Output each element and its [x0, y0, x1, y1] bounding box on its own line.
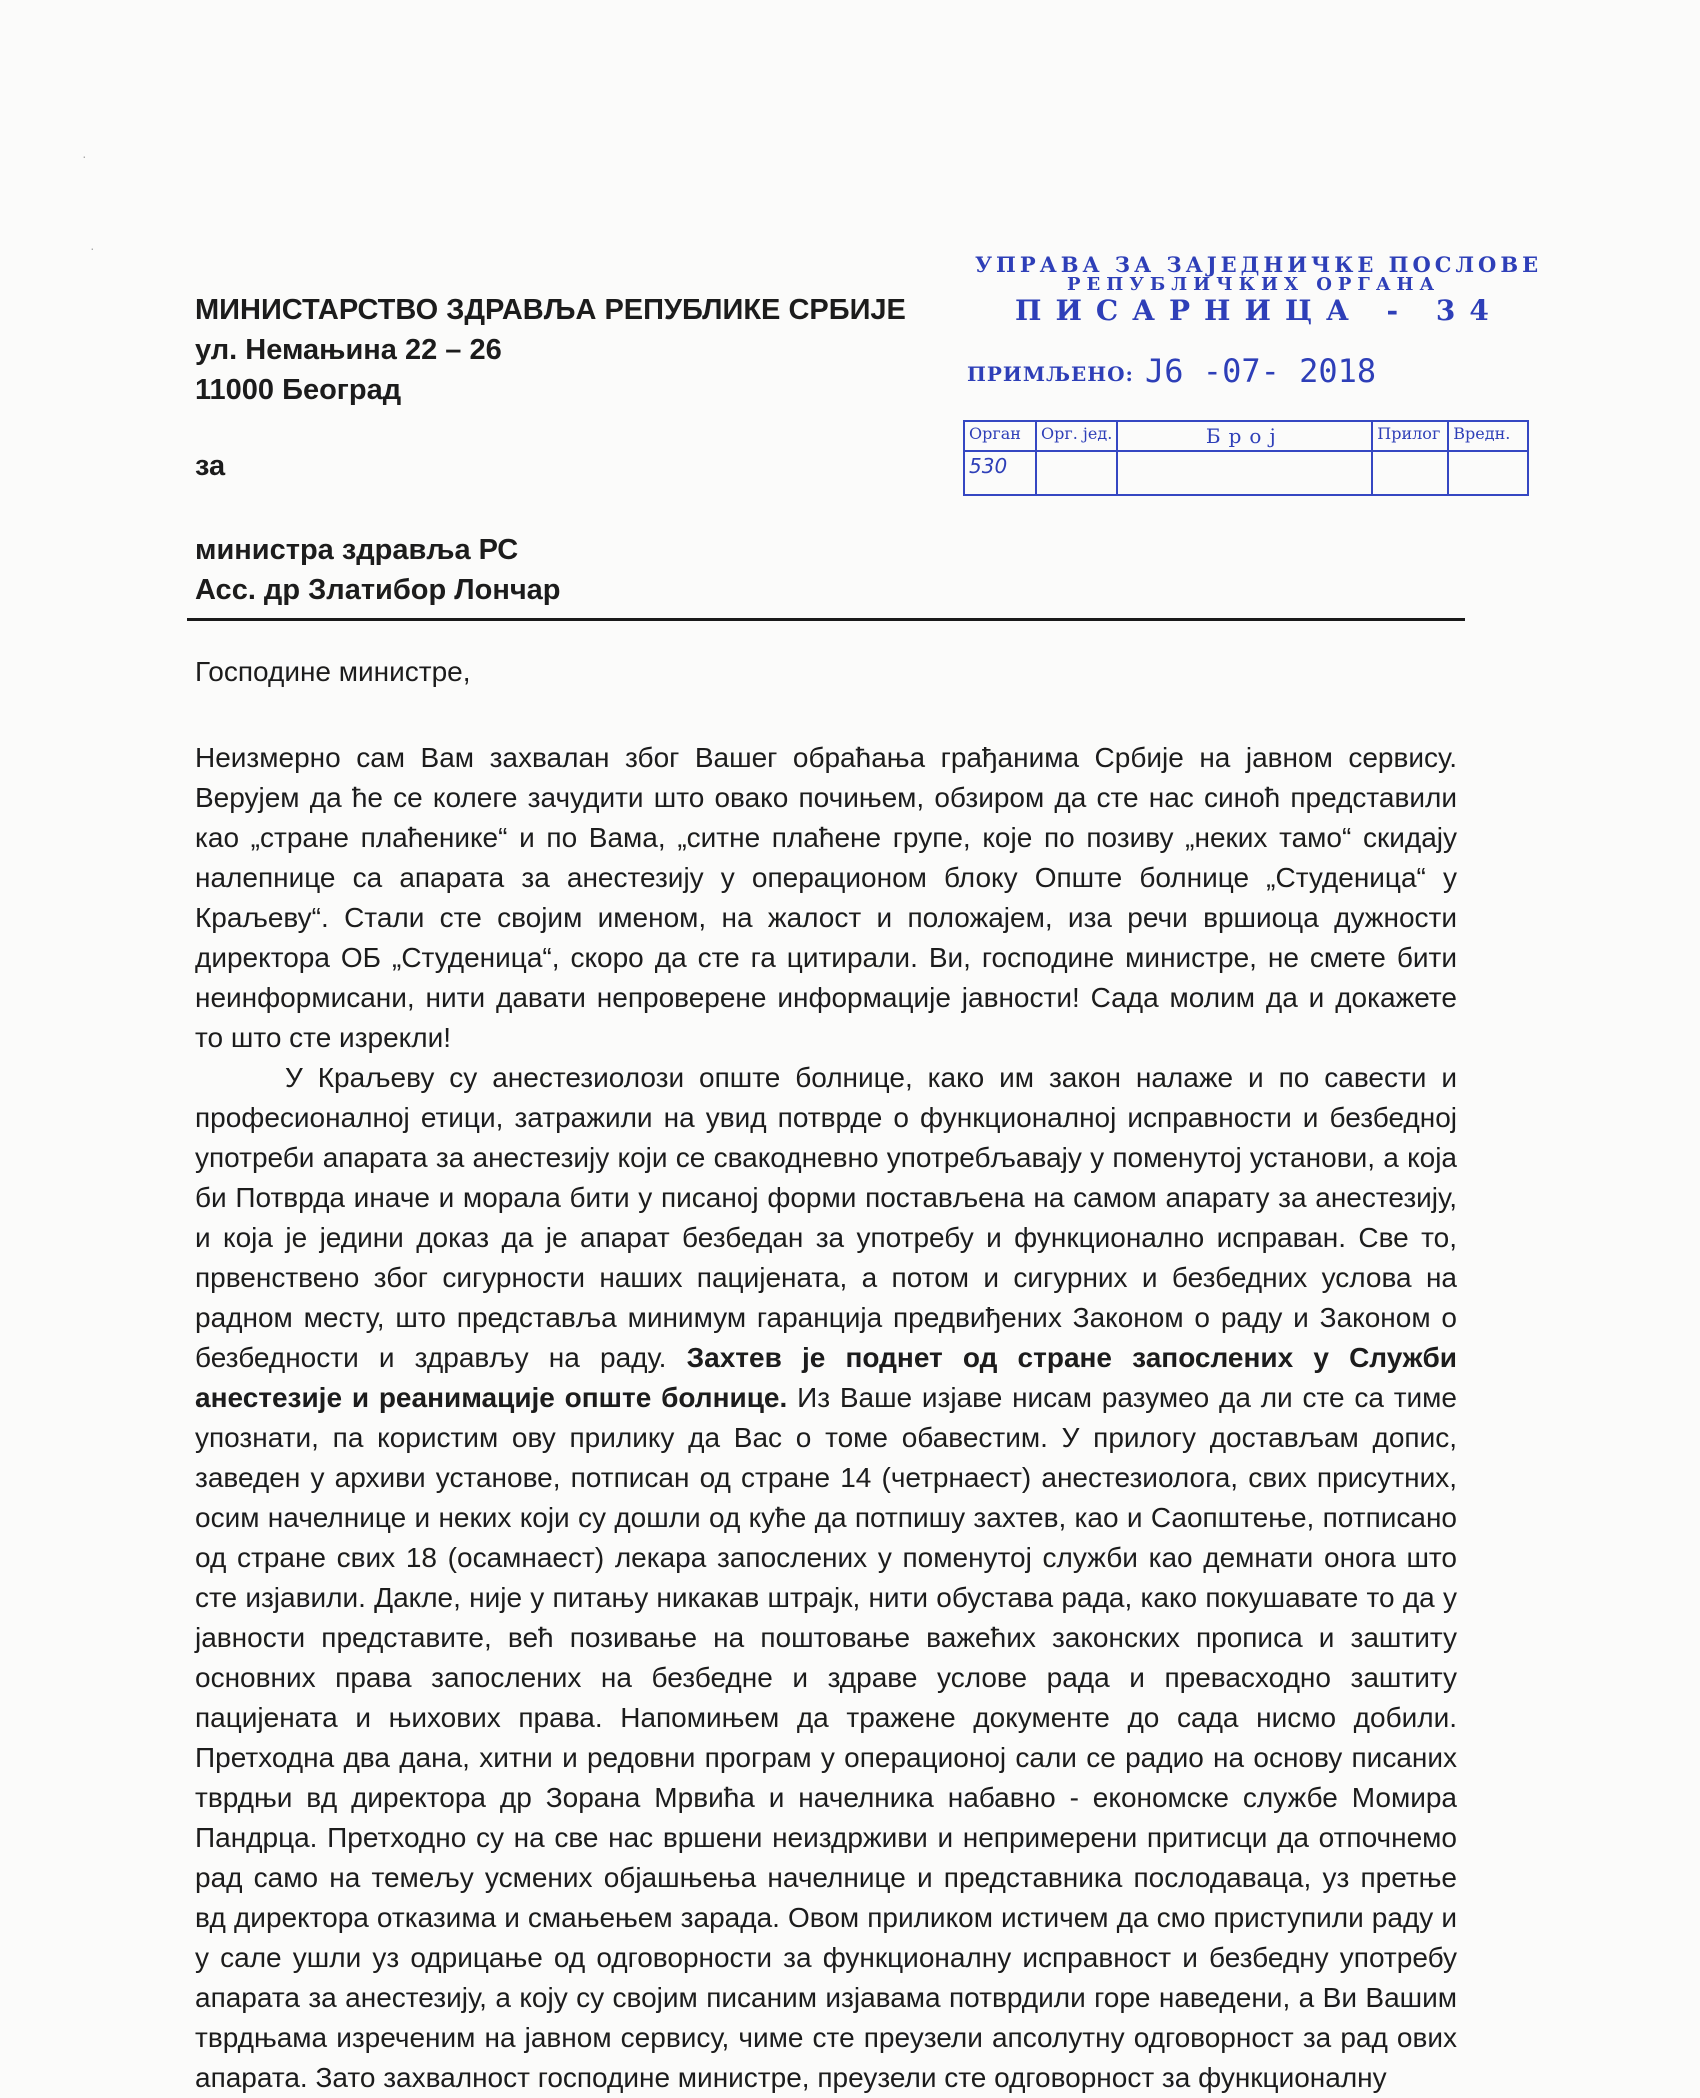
stamp-col-number: Број	[1117, 421, 1372, 451]
sender-street: ул. Немањина 22 – 26	[195, 334, 502, 366]
stamp-col-value: Вредн.	[1448, 421, 1528, 451]
recipient-name: Асс. др Златибор Лончар	[195, 574, 561, 606]
scan-speck: ·	[82, 148, 87, 164]
stamp-organ-value: 530	[969, 454, 1008, 478]
stamp-line-1: УПРАВА ЗА ЗАЈЕДНИЧКЕ ПОСЛОВЕ	[975, 252, 1543, 277]
stamp-line-3: ПИСАРНИЦА - 34	[1015, 294, 1503, 327]
greeting: Господине министре,	[195, 656, 471, 687]
for-label: за	[195, 450, 226, 482]
sender-name: МИНИСТАРСТВО ЗДРАВЉА РЕПУБЛИКЕ СРБИЈЕ	[195, 294, 906, 326]
stamp-col-attachment: Прилог	[1372, 421, 1448, 451]
header-divider	[187, 618, 1465, 621]
stamp-table	[963, 420, 1529, 496]
paragraph-2	[195, 1058, 1457, 2098]
paragraph-1: Неизмерно сам Вам захвалан због Вашег обраћања грађанима Србије на јавном сервису. Верујем да ће се колеге зачудити што овако почињем, обзиром да сте нас синоћ представили као „стране плаћенике“ и по Вама, „ситне плаћене групе, које по позиву „неких тамо“ скидају налепнице са апарата за анестезију у операционом блоку Опште болнице „Студеница“ у Краљеву“. Стали сте својим именом, на жалост и положајем, иза речи вршиоца дужности директора ОБ „Студеница“, скоро да сте га цитирали. Ви, господине министре, не смете бити неинформисани, нити давати непроверене информације јавности! Сада молим да и докажете то што сте изрекли!	[195, 742, 1457, 1053]
stamp-received-date: Ј6 -07- 2018	[1145, 352, 1377, 390]
sender-address	[195, 290, 906, 410]
recipient-title: министра здравља РС	[195, 534, 519, 566]
stamp-col-organ: Орган	[964, 421, 1036, 451]
stamp-received-label: ПРИМЉЕНО:	[967, 362, 1134, 386]
paragraph-2-part-1: У Краљеву су анестезиолози опште болнице, како им закон налаже и по савести и професионалној етици, затражили на увид потврде о функционалној исправности и безбедној употреби апарата за анестезију који се свакодневно употребљавају у поменутој установи, а која би Потврда иначе и морала бити у писаној форми постављена на самом апарату за анестезију, и која је једини доказ да је апарат безбедан за употребу и функционално исправан. Све то, првенствено због сигурности наших пацијената, а потом и сигурних и безбедних услова на радном месту, што представља минимум гаранција предвиђених Законом о раду и Законом о безбедности и здрављу на раду.	[195, 1062, 1457, 1373]
scan-speck: ·	[90, 240, 95, 256]
paragraph-2-bold: Захтев је поднет од стране запослених у Служби анестезије и реанимације опште болнице.	[195, 1342, 1457, 1413]
stamp-col-org-unit: Орг. јед.	[1036, 421, 1117, 451]
stamp-line-2: РЕПУБЛИЧКИХ ОРГАНА	[1067, 274, 1441, 295]
recipient-block	[195, 530, 561, 610]
paragraph-2-part-2: Из Ваше изјаве нисам разумео да ли сте са тиме упознати, па користим ову прилику да Вас о томе обавестим. У прилогу достављам допис, заведен у архиви установе, потписан од стране 14 (четрнаест) анестезиолога, свих присутних, осим начелнице и неких који су дошли од куће да потпишу захтев, као и Саопштење, потписано од стране свих 18 (осамнаест) лекара запослених у поменутој служби као демнати онога што сте изјавили. Дакле, није у питању никакав штрајк, нити обустава рада, како покушавате то да у јавности представите, већ позивање на поштовање важећих законских прописа и заштиту основних права запослених на безбедне и здраве услове рада и превасходно заштиту пацијената и њихових права. Напомињем да тражене документе до сада нисмо добили. Претходна два дана, хитни и редовни програм у операционој сали се радио на основу писаних тврдњи вд директора др Зорана Мрвића и начелника набавно - економске службе Момира Пандрца. Претходно су на све нас вршени неиздрживи и непримерени притисци да отпочнемо рад само на темељу усмених објашњења начелнице и представника послодаваца, уз претње вд директора отказима и смањењем зарада. Овом приликом истичем да смо приступили раду и у сале ушли уз одрицање од одговорности за функционалну исправност и безбедну употребу апарата за анестезију, а коју су својим писаним изјавама потврдили горе наведени, а Ви Вашим тврдњама изреченим на јавном сервису, чиме сте преузели апсолутну одговорност за рад ових апарата. Зато захвалност господине министре, преузели сте одговорност за функционалну	[195, 1382, 1457, 2093]
sender-city: 11000 Београд	[195, 374, 402, 406]
